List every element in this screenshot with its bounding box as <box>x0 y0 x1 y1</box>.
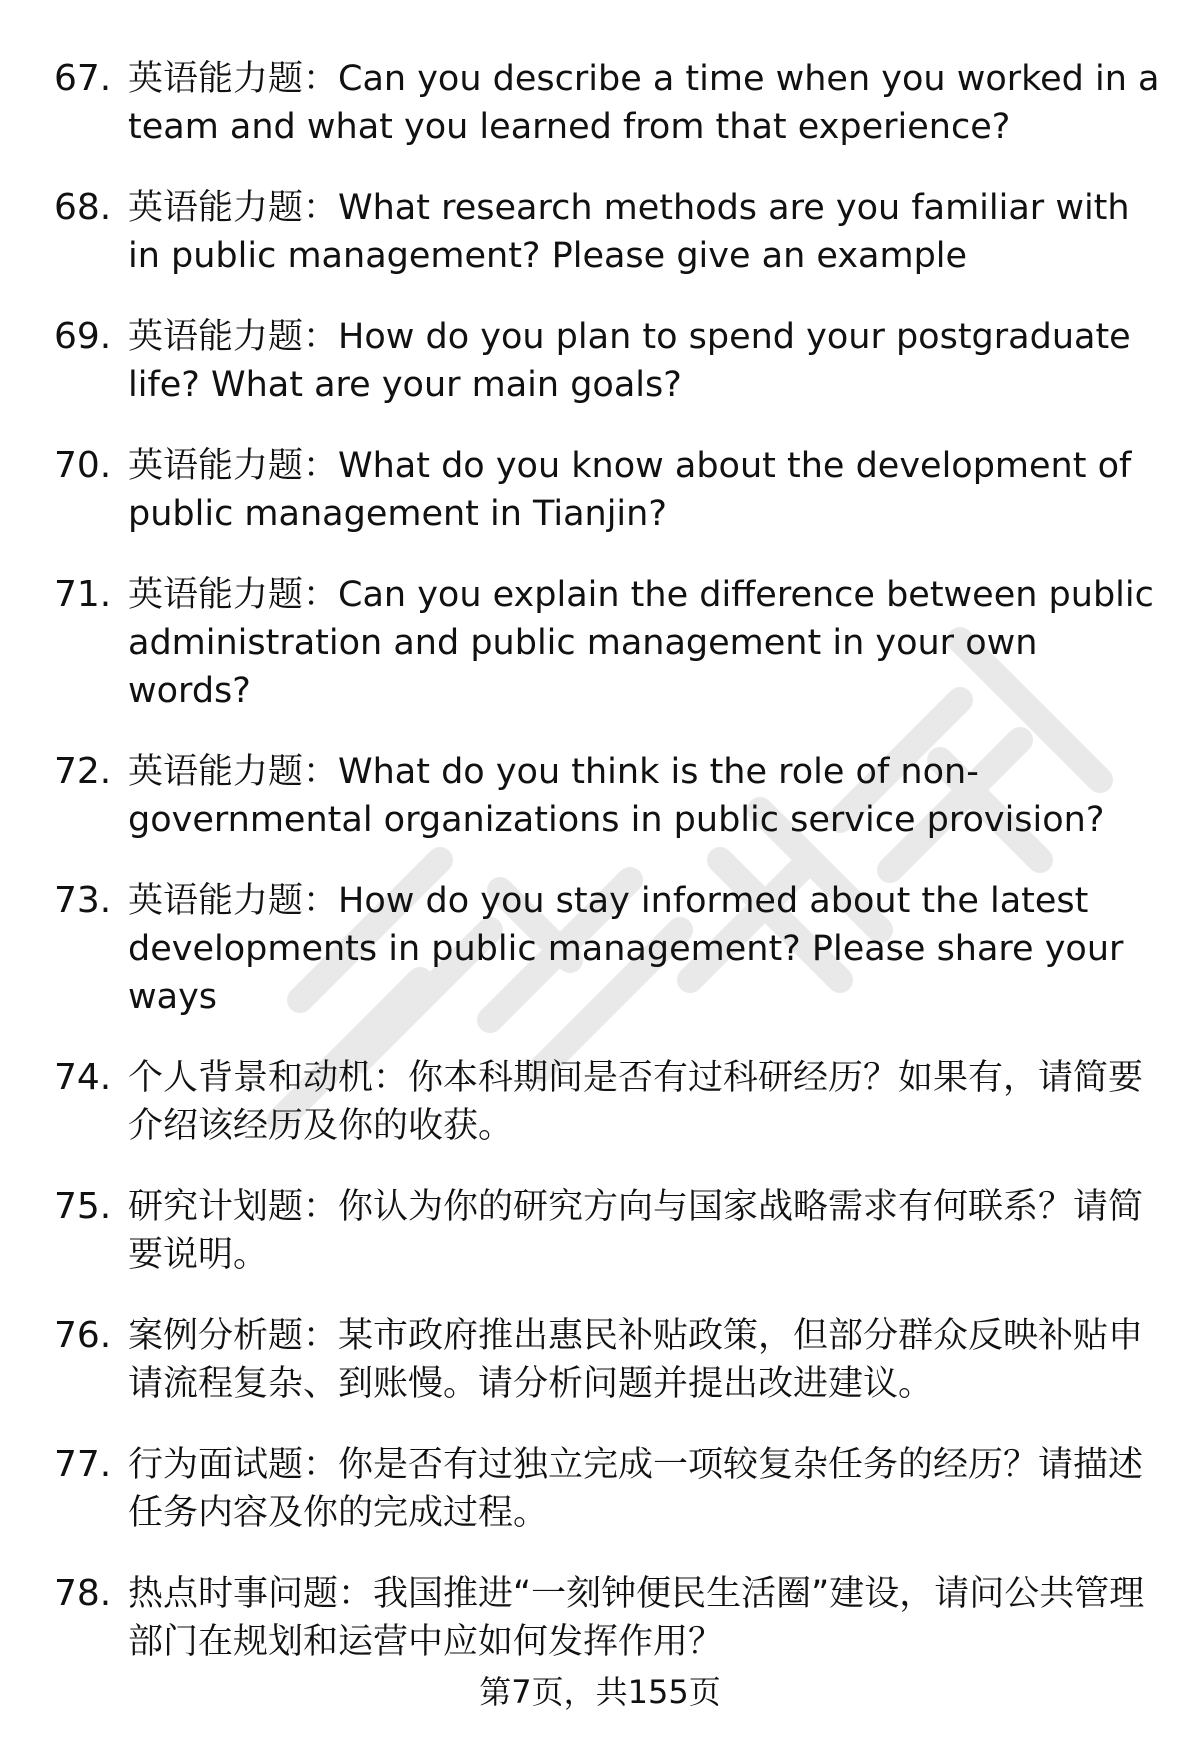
question-item-68 <box>0 184 1200 280</box>
question-text: 英语能力题：How do you stay informed about the latest developments in public management? Please share your ways <box>128 881 1124 1017</box>
question-number: 72. <box>54 751 112 792</box>
question-text: 英语能力题：What do you think is the role of non-governmental organizations in public service provision? <box>128 752 1105 840</box>
question-text: 英语能力题：Can you describe a time when you worked in a team and what you learned from that experience? <box>128 59 1160 147</box>
question-number: 76. <box>54 1315 112 1356</box>
question-text: 英语能力题：What do you know about the development of public management in Tianjin? <box>128 446 1132 534</box>
question-number: 78. <box>54 1573 112 1614</box>
question-number: 75. <box>54 1186 112 1227</box>
question-item-71 <box>0 571 1200 715</box>
question-text: 英语能力题：How do you plan to spend your postgraduate life? What are your main goals? <box>128 317 1131 405</box>
question-number: 68. <box>54 187 112 228</box>
question-text: 个人背景和动机：你本科期间是否有过科研经历？如果有，请简要介绍该经历及你的收获。 <box>128 1058 1144 1146</box>
question-item-75 <box>0 1183 1200 1279</box>
question-text: 英语能力题：What research methods are you familiar with in public management? Please give an example <box>128 188 1130 276</box>
question-item-67 <box>0 55 1200 151</box>
question-number: 67. <box>54 58 112 99</box>
question-text: 行为面试题：你是否有过独立完成一项较复杂任务的经历？请描述任务内容及你的完成过程。 <box>128 1445 1144 1533</box>
question-item-72 <box>0 748 1200 844</box>
question-number: 77. <box>54 1444 112 1485</box>
question-text: 英语能力题：Can you explain the difference between public administration and public management in your own words? <box>128 575 1154 711</box>
question-item-77 <box>0 1441 1200 1537</box>
question-item-73 <box>0 877 1200 1021</box>
question-text: 热点时事问题：我国推进“一刻钟便民生活圈”建设，请问公共管理部门在规划和运营中应如何发挥作用？ <box>128 1574 1145 1662</box>
question-item-70 <box>0 442 1200 538</box>
question-number: 73. <box>54 880 112 921</box>
question-number: 71. <box>54 574 112 615</box>
question-item-76 <box>0 1312 1200 1408</box>
question-text: 案例分析题：某市政府推出惠民补贴政策，但部分群众反映补贴申请流程复杂、到账慢。请分析问题并提出改进建议。 <box>128 1316 1144 1404</box>
question-item-74 <box>0 1054 1200 1150</box>
question-number: 69. <box>54 316 112 357</box>
question-item-69 <box>0 313 1200 409</box>
page-number-footer: 第7页，共155页 <box>479 1673 721 1711</box>
question-text: 研究计划题：你认为你的研究方向与国家战略需求有何联系？请简要说明。 <box>128 1187 1144 1275</box>
question-number: 74. <box>54 1057 112 1098</box>
question-list <box>0 55 1200 1699</box>
question-item-78 <box>0 1570 1200 1666</box>
question-number: 70. <box>54 445 112 486</box>
